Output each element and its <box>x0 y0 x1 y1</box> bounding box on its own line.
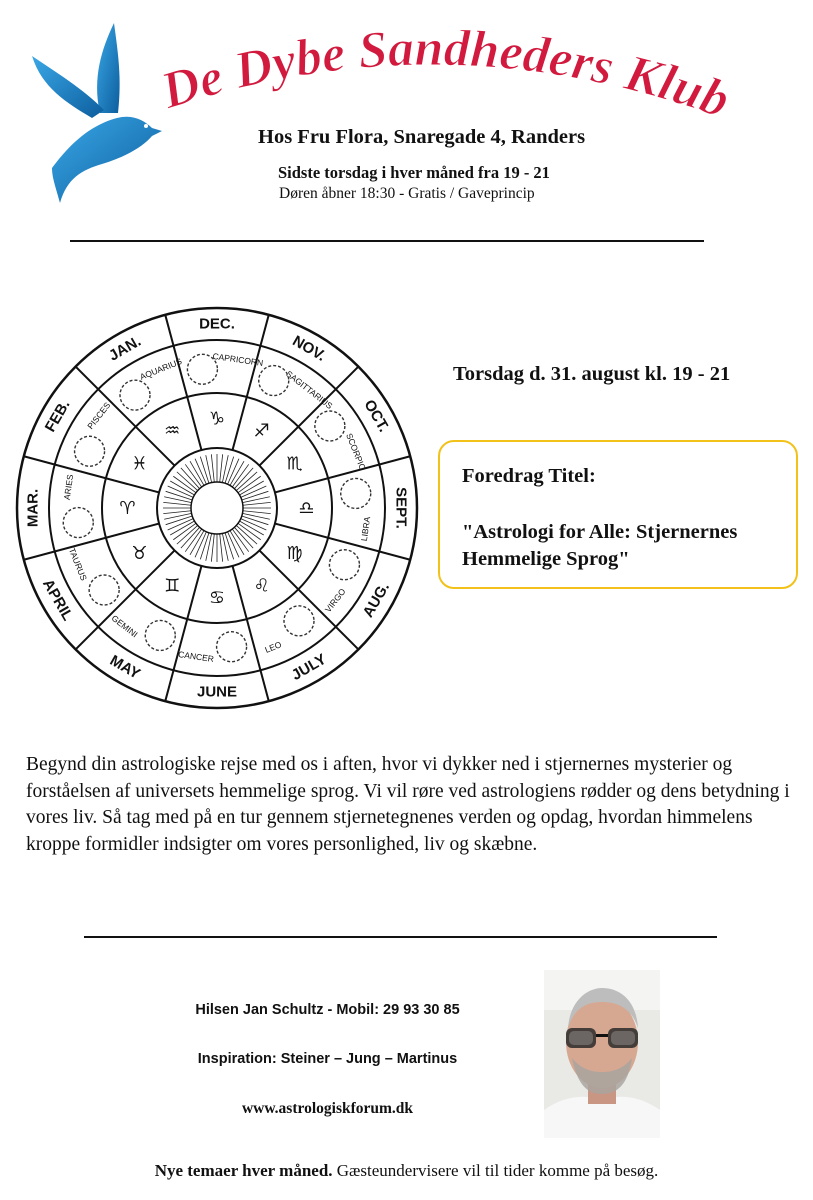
wheel-spoke <box>259 367 358 466</box>
wheel-spoke <box>76 367 175 466</box>
month-label: JULY <box>288 650 330 684</box>
month-label: OCT. <box>360 396 393 436</box>
svg-text:De Dybe Sandheders Klub <box>154 20 737 129</box>
month-label: MAR. <box>24 488 42 528</box>
sign-glyph: ♌ <box>253 575 270 596</box>
sign-illustration-icon <box>89 575 119 605</box>
sign-illustration-icon <box>315 411 345 441</box>
sign-illustration-icon <box>329 550 359 580</box>
month-label: DEC. <box>199 315 235 333</box>
sign-glyph: ♉ <box>131 542 148 563</box>
sun-ray <box>206 455 212 482</box>
sun-ray <box>164 513 191 519</box>
month-label: JUNE <box>196 683 238 701</box>
sun-ray <box>243 502 271 505</box>
venue-line: Hos Fru Flora, Snaregade 4, Randers <box>258 126 586 148</box>
sign-illustration-icon <box>145 620 175 650</box>
club-title-text: De Dybe Sandheders Klub <box>154 19 737 130</box>
divider-top <box>70 240 704 242</box>
portrait-photo <box>544 970 660 1138</box>
sun-ray <box>163 511 191 514</box>
sign-name-label: ARIES <box>61 473 76 501</box>
sun-ray <box>220 454 223 482</box>
sun-ray <box>242 513 269 519</box>
sun-ray <box>222 455 228 482</box>
talk-title: "Astrologi for Alle: Stjernernes Hemmelige Sprog" <box>462 521 738 570</box>
wheel-spoke <box>76 550 175 649</box>
sign-illustration-icon <box>75 436 105 466</box>
event-date: Torsdag d. 31. august kl. 19 - 21 <box>453 363 731 385</box>
schedule-line: Sidste torsdag i hver måned fra 19 - 21 <box>278 163 550 182</box>
wheel-spoke <box>259 550 358 649</box>
description-paragraph: Begynd din astrologiske rejse med os i aften, hvor vi dykker ned i stjernernes mysterier og forståelsen af universets hemmelige sprog. Vi vil røre ved astrologiens rødder og dens betydning i vores liv. Så tag med på en tur gennem stjernetegnenes verden og opdag, hvordan himmelens kroppe formidler indsigter om vores personlighed, liv og skæbne. <box>26 754 790 855</box>
sun-ray <box>242 497 269 503</box>
zodiac-wheel <box>14 305 420 711</box>
month-label: FEB. <box>41 396 74 436</box>
sun-ray <box>206 533 212 560</box>
talk-label: Foredrag Titel: <box>462 465 596 487</box>
sign-illustration-icon <box>259 366 289 396</box>
month-label: NOV. <box>289 332 329 365</box>
sign-name-label: SAGITTARIUS <box>284 368 335 411</box>
sun-ray <box>164 497 191 503</box>
sign-illustration-icon <box>284 606 314 636</box>
sign-illustration-icon <box>217 632 247 662</box>
sign-glyph: ♍ <box>286 542 303 563</box>
sign-name-label: CANCER <box>177 649 215 664</box>
sign-glyph: ♊ <box>164 575 181 596</box>
sun-ray <box>163 502 191 505</box>
divider-bottom <box>84 936 717 938</box>
sign-name-label: TAURUS <box>66 546 89 582</box>
footer-rest: Gæsteundervisere vil til tider komme på besøg. <box>332 1161 659 1180</box>
website-link[interactable]: www.astrologiskforum.dk <box>241 1100 414 1117</box>
sign-name-label: PISCES <box>85 400 113 432</box>
month-label: MAY <box>106 651 144 683</box>
sign-glyph: ♋ <box>208 587 226 608</box>
sign-name-label: LIBRA <box>358 516 373 542</box>
month-label: APRIL <box>39 576 77 624</box>
sun-ray <box>243 511 271 514</box>
month-label: AUG. <box>359 579 394 621</box>
sign-name-label: LEO <box>263 639 283 655</box>
sign-glyph: ♈ <box>119 498 136 518</box>
sign-name-label: SCORPIO <box>344 431 369 472</box>
sun-ray <box>222 533 228 560</box>
sun-ray <box>220 534 223 562</box>
sign-name-label: CAPRICORN <box>211 350 264 368</box>
sign-illustration-icon <box>63 508 93 538</box>
inspiration-line: Inspiration: Steiner – Jung – Martinus <box>197 1051 458 1067</box>
sign-name-label: AQUARIUS <box>138 355 184 382</box>
contact-line: Hilsen Jan Schultz - Mobil: 29 93 30 85 <box>195 1002 460 1018</box>
sign-name-label: GEMINI <box>109 612 140 640</box>
footer-note <box>0 1161 813 1181</box>
sign-illustration-icon <box>187 354 217 384</box>
sign-glyph: ♎ <box>298 498 315 518</box>
sign-illustration-icon <box>341 478 371 508</box>
sign-glyph: ♑ <box>208 408 226 429</box>
sun-ray <box>211 534 214 562</box>
sign-glyph: ♓ <box>131 453 148 474</box>
sign-name-label: VIRGO <box>322 586 348 615</box>
footer-bold: Nye temaer hver måned. <box>154 1161 333 1180</box>
sun-ray <box>211 454 214 482</box>
wheel-center <box>191 482 243 534</box>
month-label: JAN. <box>105 332 145 365</box>
sign-glyph: ♐ <box>253 420 270 441</box>
club-title <box>150 14 750 134</box>
sign-glyph: ♏ <box>286 453 303 474</box>
door-info-line: Døren åbner 18:30 - Gratis / Gaveprincip <box>279 185 535 202</box>
sign-glyph: ♒ <box>164 420 181 441</box>
month-label: SEPT. <box>392 487 410 529</box>
sign-illustration-icon <box>120 380 150 410</box>
